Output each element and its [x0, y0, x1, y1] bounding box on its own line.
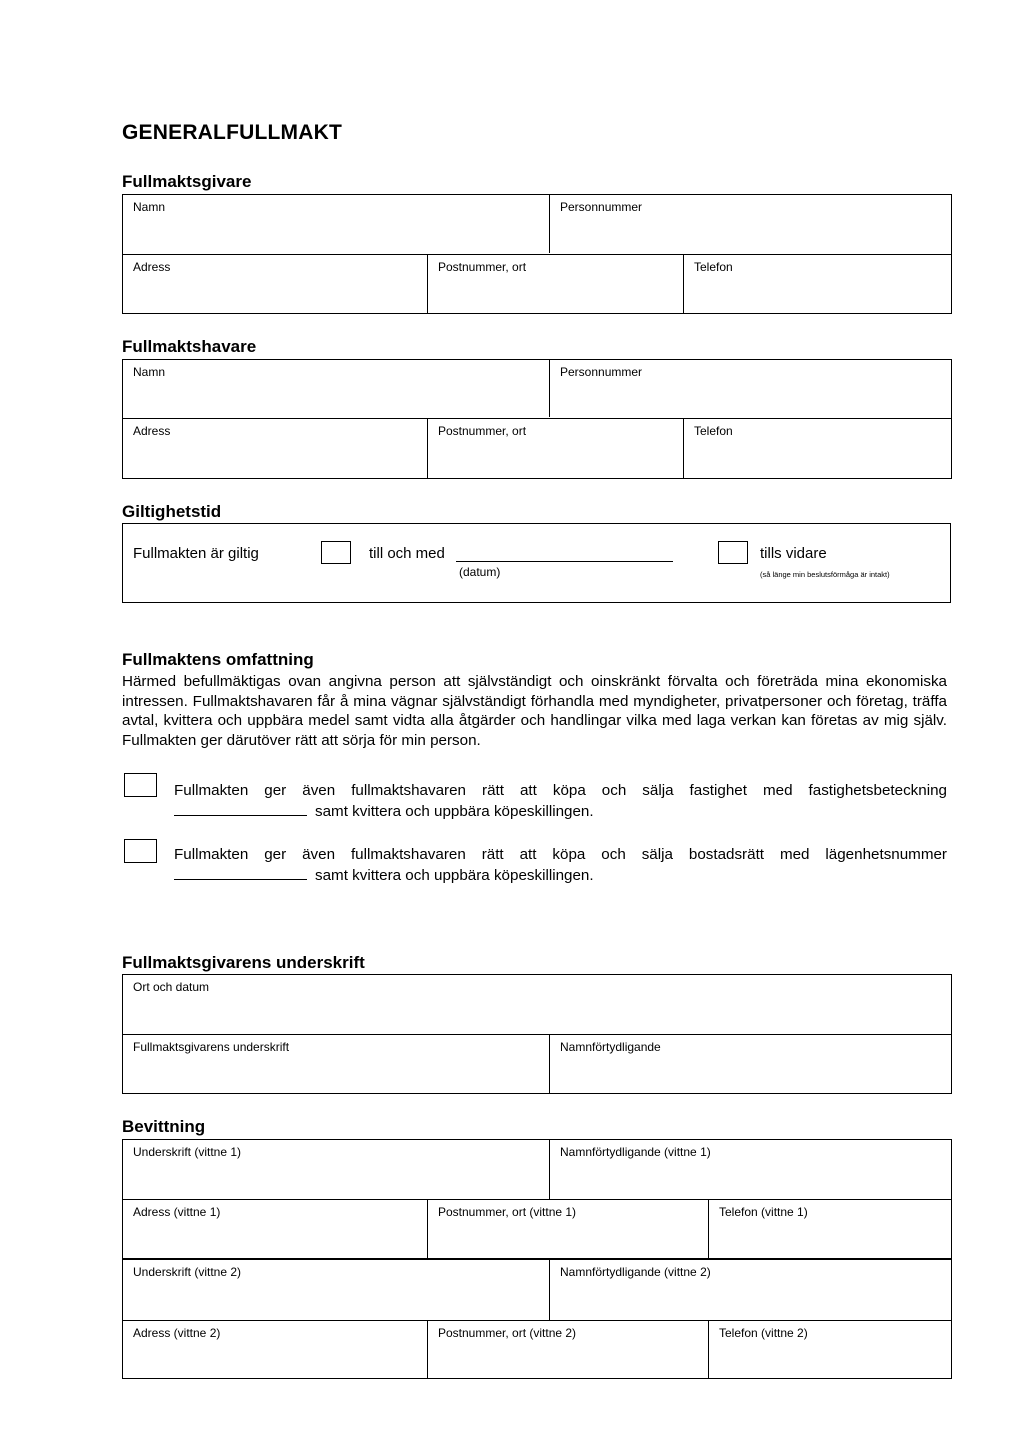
apartment-option-line2 [174, 865, 947, 886]
giver-heading: Fullmaktsgivare [122, 172, 252, 191]
scope-text: Härmed befullmäktigas ovan angivna person att självständigt och oinskränkt förvalta och företräda mina ekonomiska intressen. Fullmaktshavaren får å mina vägnar självständigt förhandla med myndigheter, privatpersoner och företag, träffa avtal, kvittera och uppbära medel samt vidta alla åtgärder och handlingar vilka med laga verkan kan företas av mig själv. Fullmakten ger därutöver rätt att sörja för min person. [122, 673, 947, 749]
w1-postal-label: Postnummer, ort (vittne 1) [438, 1205, 577, 1219]
giver-pnr-label: Personnummer [560, 200, 643, 214]
w1-phone-label: Telefon (vittne 1) [719, 1205, 808, 1219]
w1-clarification-field[interactable] [550, 1140, 951, 1199]
holder-address-field[interactable] [123, 419, 428, 478]
giver-signature-label: Fullmaktsgivarens underskrift [133, 1040, 290, 1054]
w2-address-field[interactable] [123, 1321, 428, 1378]
w2-clarification-label: Namnförtydligande (vittne 2) [560, 1265, 711, 1279]
signature-heading: Fullmaktsgivarens underskrift [122, 953, 365, 972]
holder-name-field[interactable] [123, 360, 550, 418]
holder-address-label: Adress [133, 424, 171, 438]
date-caption: (datum) [459, 565, 501, 579]
giver-postal-label: Postnummer, ort [438, 260, 527, 274]
w2-clarification-field[interactable] [550, 1260, 951, 1320]
holder-pnr-field[interactable] [550, 360, 951, 418]
holder-name-label: Namn [133, 365, 166, 379]
holder-postal-label: Postnummer, ort [438, 424, 527, 438]
indefinite-label: tills vidare [760, 545, 827, 562]
holder-pnr-label: Personnummer [560, 365, 643, 379]
holder-heading: Fullmaktshavare [122, 337, 257, 356]
giver-table [122, 194, 952, 314]
validity-heading: Giltighetstid [122, 502, 222, 521]
validity-box [122, 523, 951, 603]
apartment-option-text [174, 844, 947, 886]
holder-postal-field[interactable] [428, 419, 684, 478]
document-title: GENERALFULLMAKT [122, 121, 342, 144]
property-option-line1: Fullmakten ger även fullmaktshavaren rätt att köpa och sälja fastighet med fastighetsbeteckning [174, 782, 947, 799]
w2-signature-label: Underskrift (vittne 2) [133, 1265, 242, 1279]
w2-postal-label: Postnummer, ort (vittne 2) [438, 1326, 577, 1340]
giver-postal-field[interactable] [428, 255, 684, 313]
until-label: till och med [369, 545, 445, 562]
validity-intro: Fullmakten är giltig [133, 545, 259, 562]
giver-phone-field[interactable] [684, 255, 951, 313]
holder-phone-field[interactable] [684, 419, 951, 478]
giver-address-label: Adress [133, 260, 171, 274]
holder-table [122, 359, 952, 479]
w1-signature-label: Underskrift (vittne 1) [133, 1145, 242, 1159]
giver-address-field[interactable] [123, 255, 428, 313]
indefinite-checkbox[interactable] [718, 541, 748, 564]
property-option-line2-text: samt kvittera och uppbära köpeskillingen. [315, 803, 594, 820]
w2-address-label: Adress (vittne 2) [133, 1326, 221, 1340]
giver-phone-label: Telefon [694, 260, 733, 274]
giver-clarification-field[interactable] [550, 1035, 951, 1093]
w1-postal-field[interactable] [428, 1200, 709, 1258]
property-option-checkbox[interactable] [124, 773, 157, 797]
giver-clarification-label: Namnförtydligande [560, 1040, 661, 1054]
w2-signature-field[interactable] [123, 1260, 550, 1320]
scope-heading: Fullmaktens omfattning [122, 650, 314, 669]
indefinite-note: (så länge min beslutsförmåga är intakt) [760, 570, 890, 579]
signature-table [122, 974, 952, 1094]
giver-signature-field[interactable] [123, 1035, 550, 1093]
holder-phone-label: Telefon [694, 424, 733, 438]
giver-pnr-field[interactable] [550, 195, 951, 254]
w2-phone-field[interactable] [709, 1321, 951, 1378]
w2-phone-label: Telefon (vittne 2) [719, 1326, 808, 1340]
apartment-option-checkbox[interactable] [124, 839, 157, 863]
property-option-text [174, 780, 947, 822]
giver-name-field[interactable] [123, 195, 550, 254]
until-date-checkbox[interactable] [321, 541, 351, 564]
giver-name-label: Namn [133, 200, 166, 214]
w1-phone-field[interactable] [709, 1200, 951, 1258]
place-date-field[interactable] [123, 975, 951, 1034]
apartment-option-line2-text: samt kvittera och uppbära köpeskillingen. [315, 867, 594, 884]
witness-table [122, 1139, 952, 1379]
property-designation-blank[interactable] [174, 801, 307, 816]
w1-clarification-label: Namnförtydligande (vittne 1) [560, 1145, 711, 1159]
w1-address-label: Adress (vittne 1) [133, 1205, 221, 1219]
property-option-line2 [174, 801, 947, 822]
w2-postal-field[interactable] [428, 1321, 709, 1378]
until-date-line[interactable] [456, 561, 673, 562]
place-date-label: Ort och datum [133, 980, 210, 994]
w1-address-field[interactable] [123, 1200, 428, 1258]
w1-signature-field[interactable] [123, 1140, 550, 1199]
apartment-option-line1: Fullmakten ger även fullmaktshavaren rätt att köpa och sälja bostadsrätt med lägenhetsnummer [174, 846, 947, 863]
apartment-number-blank[interactable] [174, 865, 307, 880]
witness-heading: Bevittning [122, 1117, 206, 1136]
